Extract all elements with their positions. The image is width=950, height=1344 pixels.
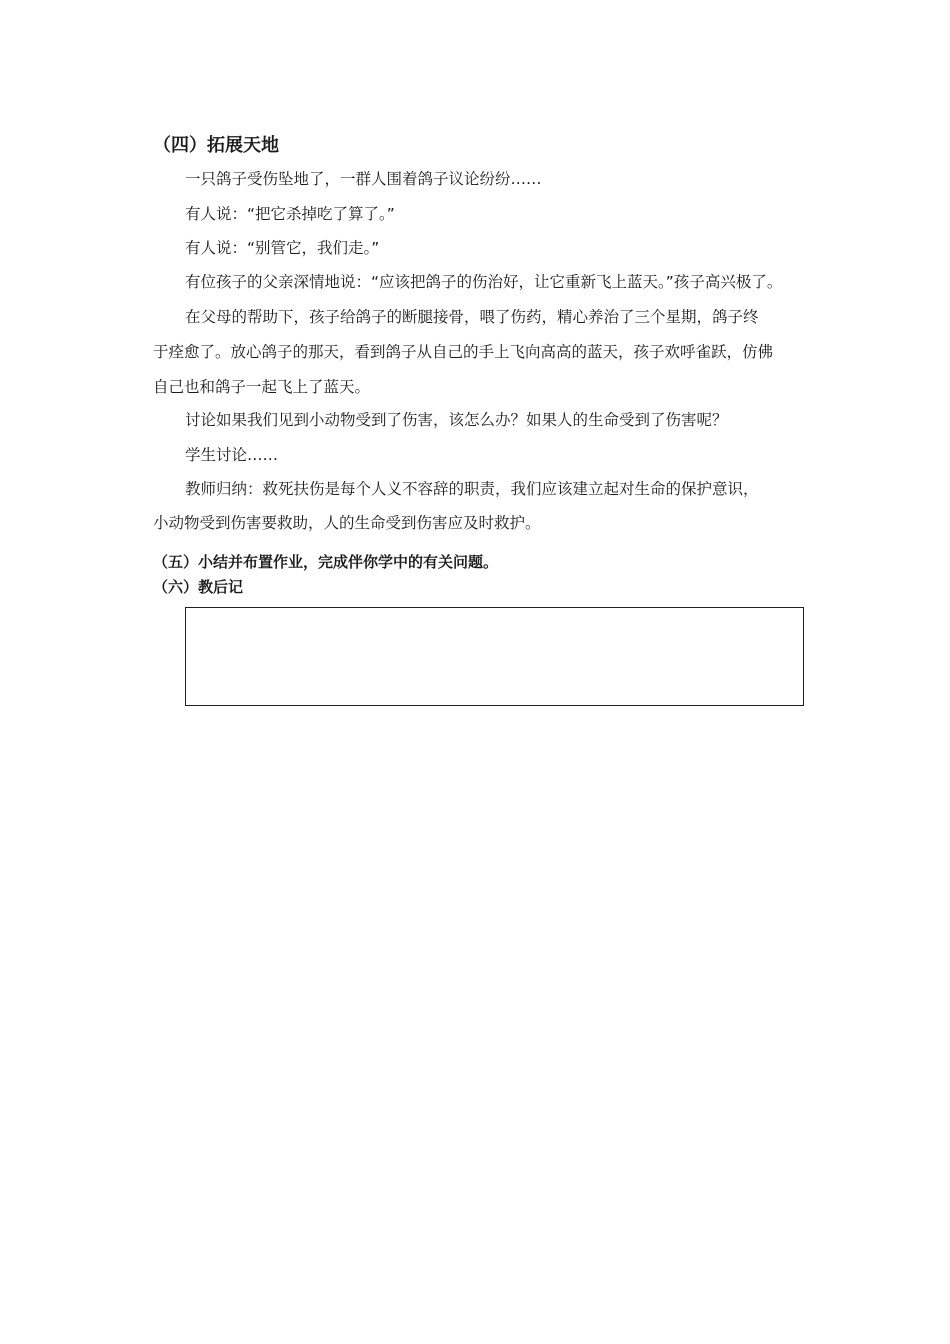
- student-discussion: 学生讨论……: [185, 446, 279, 464]
- story-paragraph-line-3: 自己也和鸽子一起飞上了蓝天。: [153, 378, 371, 396]
- story-paragraph-line-1: 在父母的帮助下，孩子给鸽子的断腿接骨，喂了伤药，精心养治了三个星期，鸽子终: [185, 308, 759, 326]
- teacher-summary-line-2: 小动物受到伤害要救助，人的生命受到伤害应及时救护。: [153, 514, 541, 532]
- section-heading-reflection: （六）教后记: [153, 578, 244, 596]
- reflection-notes-box: [185, 607, 804, 706]
- teacher-summary-line-1: 教师归纳：救死扶伤是每个人义不容辞的职责，我们应该建立起对生命的保护意识，: [185, 480, 759, 498]
- story-line-3: 有人说：“别管它，我们走。”: [185, 239, 380, 257]
- story-line-2: 有人说：“把它杀掉吃了算了。”: [185, 205, 395, 223]
- section-heading-expand: （四）拓展天地: [153, 135, 279, 156]
- section-heading-summary: （五）小结并布置作业，完成伴你学中的有关问题。: [153, 553, 499, 571]
- story-line-1: 一只鸽子受伤坠地了，一群人围着鸽子议论纷纷……: [185, 170, 542, 188]
- story-line-4: 有位孩子的父亲深情地说：“应该把鸽子的伤治好，让它重新飞上蓝天。”孩子高兴极了。: [185, 273, 783, 291]
- story-paragraph-line-2: 于痊愈了。放心鸽子的那天，看到鸽子从自己的手上飞向高高的蓝天，孩子欢呼雀跃，仿佛: [153, 343, 774, 361]
- discussion-question: 讨论如果我们见到小动物受到了伤害，该怎么办？如果人的生命受到了伤害呢？: [185, 411, 728, 429]
